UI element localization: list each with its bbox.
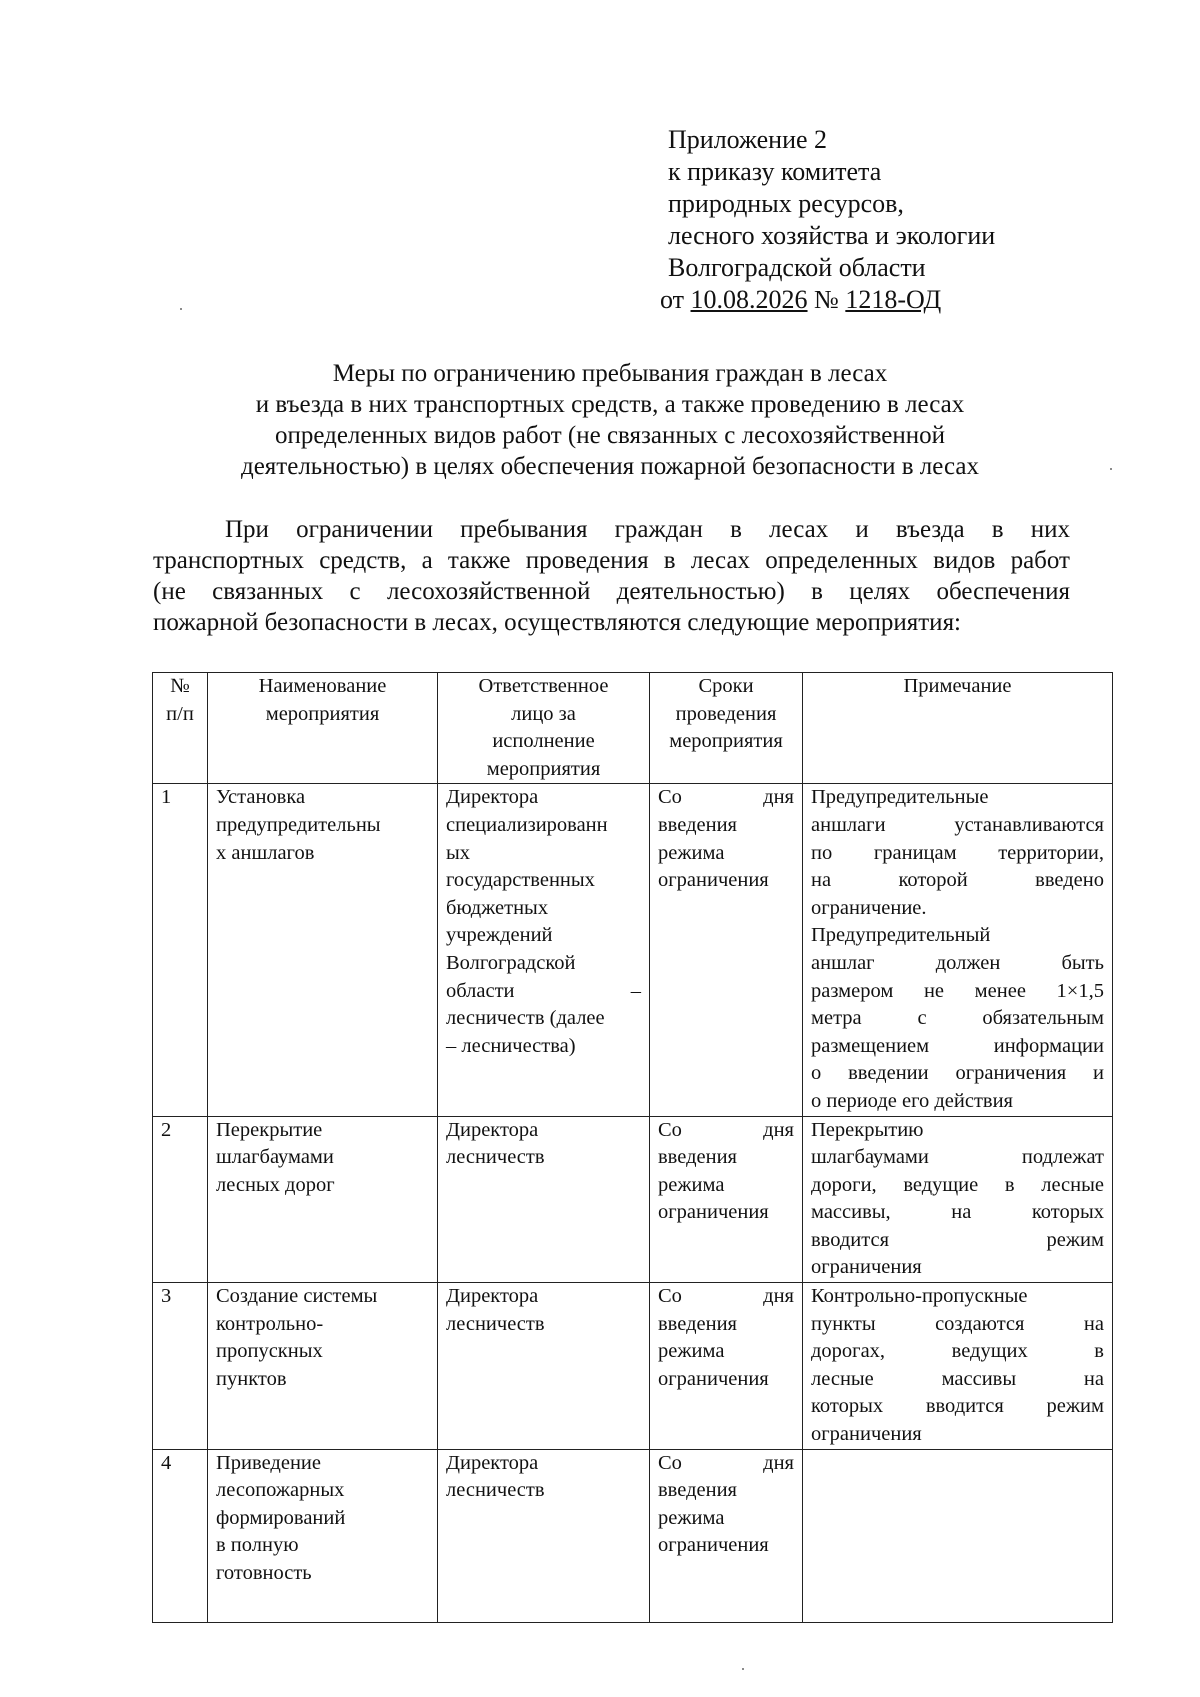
header-num <box>153 673 208 784</box>
cell-term-line: введения <box>658 1146 737 1169</box>
header-num-line-2: п/п <box>166 702 194 725</box>
cell-term-line: ограничения <box>658 1534 769 1557</box>
cell-note <box>803 1283 1113 1450</box>
cell-note-line: дорогах, ведущих в <box>811 1340 1104 1363</box>
cell-responsible <box>438 1449 650 1622</box>
cell-name-line: лесопожарных <box>216 1479 345 1502</box>
header-resp-line-3: исполнение <box>492 730 595 753</box>
appendix-line-2: к приказу комитета <box>668 157 882 186</box>
table-header-row <box>153 673 1113 784</box>
cell-num: 1 <box>153 784 208 1116</box>
cell-name-line: пропускных <box>216 1340 323 1363</box>
table-row <box>153 784 1113 1116</box>
cell-term-line: ограничения <box>658 1367 769 1390</box>
cell-responsible-line: – лесничества) <box>446 1034 576 1057</box>
cell-note-line: ограничение. <box>811 896 927 919</box>
cell-term-line: ограничения <box>658 869 769 892</box>
cell-note-line: по границам территории, <box>811 841 1104 864</box>
cell-term <box>650 1283 803 1450</box>
cell-note-line: Контрольно-пропускные <box>811 1285 1028 1308</box>
appendix-line-5: Волгоградской области <box>668 253 926 282</box>
cell-note-line: о введении ограничения и <box>811 1062 1104 1085</box>
cell-note-line: размером не менее 1×1,5 <box>811 979 1104 1002</box>
cell-term <box>650 1449 803 1622</box>
scan-speck <box>742 1668 744 1670</box>
cell-note-line: размещением информации <box>811 1034 1104 1057</box>
cell-note-line: дороги, ведущие в лесные <box>811 1173 1104 1196</box>
cell-term-line: введения <box>658 1479 737 1502</box>
cell-note-line: которых вводится режим <box>811 1395 1104 1418</box>
appendix-line-3: природных ресурсов, <box>668 189 904 218</box>
cell-note-line: лесные массивы на <box>811 1367 1104 1390</box>
cell-note-line: о периоде его действия <box>811 1089 1013 1112</box>
cell-responsible <box>438 1116 650 1283</box>
cell-term-line: режима <box>658 841 725 864</box>
appendix-number-sign: № <box>807 285 846 314</box>
cell-responsible-line: специализированн <box>446 813 608 836</box>
cell-responsible-line: ых <box>446 841 471 864</box>
appendix-number: 1218-ОД <box>845 285 942 314</box>
cell-note-line: массивы, на которых <box>811 1201 1104 1224</box>
cell-term-line: ограничения <box>658 1201 769 1224</box>
cell-responsible-line: Директора <box>446 1118 539 1141</box>
header-resp-line-1: Ответственное <box>478 675 609 697</box>
header-name-line-1: Наименование <box>258 675 387 697</box>
cell-name-line: предупредительны <box>216 813 381 836</box>
cell-responsible-line: учреждений <box>446 924 553 947</box>
cell-name <box>208 1449 438 1622</box>
cell-note-line: на которой введено <box>811 869 1104 892</box>
cell-responsible-line: области – <box>446 979 641 1002</box>
cell-name-line: Установка <box>216 786 306 809</box>
cell-note-line: ограничения <box>811 1423 922 1446</box>
cell-note-line: шлагбаумами подлежат <box>811 1146 1104 1169</box>
cell-term-line: Со дня <box>658 786 794 809</box>
cell-responsible-line: государственных <box>446 869 595 892</box>
cell-name-line: Приведение <box>216 1451 321 1474</box>
intro-line-3: (не связанных с лесохозяйственной деятельностью) в целях обеспечения <box>153 578 1070 605</box>
appendix-date: 10.08.2026 <box>690 285 808 314</box>
cell-note-line: Предупредительный <box>811 924 991 947</box>
cell-term-line: введения <box>658 813 737 836</box>
cell-name <box>208 784 438 1116</box>
cell-note <box>803 1116 1113 1283</box>
measures-table <box>152 672 1113 1623</box>
cell-term-line: режима <box>658 1173 725 1196</box>
cell-term-line: Со дня <box>658 1285 794 1308</box>
header-note-line: Примечание <box>903 675 1012 697</box>
cell-note-line: пункты создаются на <box>811 1312 1104 1335</box>
header-name-line-2: мероприятия <box>265 702 380 725</box>
cell-note-line: Предупредительные <box>811 786 989 809</box>
header-resp-line-4: мероприятия <box>486 757 601 780</box>
intro-line-2: транспортных средств, а также проведения в лесах определенных видов работ <box>153 547 1070 574</box>
cell-responsible-line: лесничеств <box>446 1146 545 1169</box>
header-note <box>803 673 1113 784</box>
cell-term-line: Со дня <box>658 1451 794 1474</box>
cell-note-line: метра с обязательным <box>811 1007 1104 1030</box>
title-line-1: Меры по ограничению пребывания граждан в лесах <box>332 360 888 387</box>
appendix-block <box>660 124 996 316</box>
cell-note-line: ограничения <box>811 1256 922 1279</box>
cell-name-line: контрольно- <box>216 1312 324 1335</box>
header-resp-line-2: лицо за <box>511 702 576 725</box>
header-term-line-3: мероприятия <box>669 730 783 753</box>
cell-num: 4 <box>153 1449 208 1622</box>
table-row <box>153 1116 1113 1283</box>
cell-name-line: готовность <box>216 1562 312 1584</box>
header-term-line-2: проведения <box>675 702 777 725</box>
appendix-date-line <box>660 284 995 316</box>
cell-term <box>650 1116 803 1283</box>
scan-speck <box>180 308 182 310</box>
header-name <box>208 673 438 784</box>
cell-num: 3 <box>153 1283 208 1450</box>
cell-responsible-line: Волгоградской <box>446 951 576 974</box>
header-num-line-1: № <box>170 675 190 697</box>
document-title <box>150 358 1070 482</box>
header-term <box>650 673 803 784</box>
cell-note-line: аншлаг должен быть <box>811 951 1104 974</box>
cell-name-line: лесных дорог <box>216 1173 335 1196</box>
cell-responsible-line: лесничеств <box>446 1312 545 1335</box>
appendix-date-prefix: от <box>660 285 691 314</box>
intro-line-4: пожарной безопасности в лесах, осуществляются следующие мероприятия: <box>153 609 962 636</box>
cell-note-line: Перекрытию <box>811 1118 924 1141</box>
cell-note-line: вводится режим <box>811 1228 1104 1251</box>
cell-num: 2 <box>153 1116 208 1283</box>
cell-name-line: Перекрытие <box>216 1118 323 1141</box>
cell-note <box>803 1449 1113 1622</box>
table-row <box>153 1449 1113 1622</box>
cell-name-line: шлагбаумами <box>216 1146 334 1169</box>
cell-responsible-line: Директора <box>446 786 539 809</box>
header-responsible <box>438 673 650 784</box>
table-row <box>153 1283 1113 1450</box>
cell-responsible-line: лесничеств (далее <box>446 1007 605 1030</box>
cell-responsible-line: Директора <box>446 1451 539 1474</box>
cell-name-line: формирований <box>216 1506 346 1529</box>
appendix-line-4: лесного хозяйства и экологии <box>668 221 996 250</box>
cell-term <box>650 784 803 1116</box>
cell-name-line: Создание системы <box>216 1285 378 1308</box>
cell-responsible <box>438 1283 650 1450</box>
cell-note-line: аншлаги устанавливаются <box>811 813 1104 836</box>
cell-name-line: х аншлагов <box>216 841 315 864</box>
cell-note <box>803 784 1113 1116</box>
header-term-line-1: Сроки <box>698 675 754 697</box>
cell-responsible-line: Директора <box>446 1285 539 1308</box>
scan-speck <box>1110 468 1112 470</box>
title-line-2: и въезда в них транспортных средств, а также проведению в лесах <box>255 391 965 418</box>
cell-name-line: в полную <box>216 1534 299 1557</box>
title-line-4: деятельностью) в целях обеспечения пожарной безопасности в лесах <box>240 453 979 480</box>
cell-name <box>208 1283 438 1450</box>
appendix-line-1: Приложение 2 <box>668 125 828 154</box>
cell-responsible-line: бюджетных <box>446 896 549 919</box>
cell-term-line: введения <box>658 1312 737 1335</box>
cell-term-line: Со дня <box>658 1118 794 1141</box>
title-line-3: определенных видов работ (не связанных с лесохозяйственной <box>274 422 946 449</box>
cell-name-line: пунктов <box>216 1367 287 1390</box>
cell-term-line: режима <box>658 1340 725 1363</box>
table-body <box>153 784 1113 1622</box>
cell-responsible-line: лесничеств <box>446 1479 545 1502</box>
cell-name <box>208 1116 438 1283</box>
intro-line-1: При ограничении пребывания граждан в лесах и въезда в них <box>225 516 1070 543</box>
cell-term-line: режима <box>658 1506 725 1529</box>
intro-paragraph <box>153 514 1070 638</box>
cell-responsible <box>438 784 650 1116</box>
